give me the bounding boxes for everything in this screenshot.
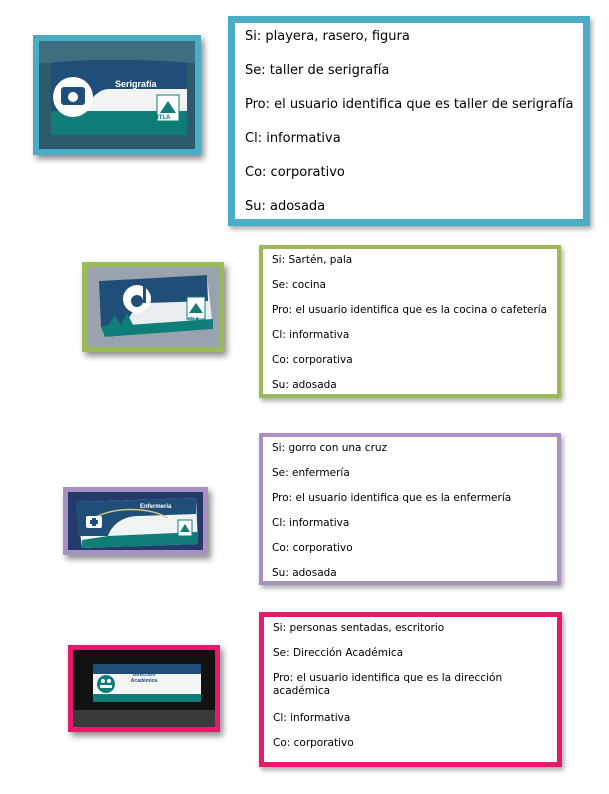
description-card-direccion-academica bbox=[259, 612, 562, 767]
line-su: Su: adosada bbox=[272, 379, 337, 391]
line-si: Si: personas sentadas, escritorio bbox=[273, 622, 445, 634]
photo-label: Serigrafía bbox=[115, 79, 157, 89]
line-se: Se: Dirección Académica bbox=[273, 647, 404, 659]
line-pro: Pro: el usuario identifica que es taller de serigrafía bbox=[245, 97, 574, 112]
line-se: Se: taller de serigrafía bbox=[245, 63, 390, 78]
line-co: Co: corporativo bbox=[273, 737, 354, 749]
line-si: Si: playera, rasero, figura bbox=[245, 29, 410, 44]
line-se: Se: cocina bbox=[272, 279, 326, 291]
line-cl: Cl: informativa bbox=[272, 329, 350, 341]
photo-label: Dirección Académica bbox=[130, 672, 158, 684]
line-cl: Cl: informativa bbox=[272, 517, 350, 529]
line-su: Su: adosada bbox=[272, 567, 337, 579]
description-card-enfermeria bbox=[259, 433, 561, 585]
photo-cocina-sign bbox=[82, 262, 224, 352]
line-pro: Pro: el usuario identifica que es la dirección académica bbox=[273, 672, 503, 697]
photo-enfermeria-sign bbox=[63, 487, 208, 555]
line-si: Si: gorro con una cruz bbox=[272, 442, 388, 454]
photo-serigrafia-sign bbox=[33, 35, 201, 155]
line-co: Co: corporativo bbox=[272, 542, 353, 554]
photo-label: Enfermería bbox=[140, 504, 172, 510]
line-su: Su: adosada bbox=[245, 199, 326, 214]
logo-text: ITLA bbox=[179, 535, 188, 540]
description-card-cocina bbox=[259, 245, 561, 398]
line-co: Co: corporativo bbox=[245, 165, 345, 180]
line-pro: Pro: el usuario identifica que es la cocina o cafetería bbox=[272, 304, 548, 316]
logo-text: ITLA bbox=[157, 115, 171, 121]
line-se: Se: enfermería bbox=[272, 467, 350, 479]
line-co: Co: corporativa bbox=[272, 354, 353, 366]
photo-direccion-academica-sign bbox=[68, 645, 220, 732]
description-card-serigrafia bbox=[228, 16, 590, 226]
logo-text: ITLA bbox=[188, 317, 200, 323]
line-si: Si: Sartén, pala bbox=[272, 254, 353, 266]
line-cl: Cl: informativa bbox=[245, 131, 341, 146]
line-pro: Pro: el usuario identifica que es la enfermería bbox=[272, 492, 512, 504]
line-cl: Cl: informativa bbox=[273, 712, 351, 724]
